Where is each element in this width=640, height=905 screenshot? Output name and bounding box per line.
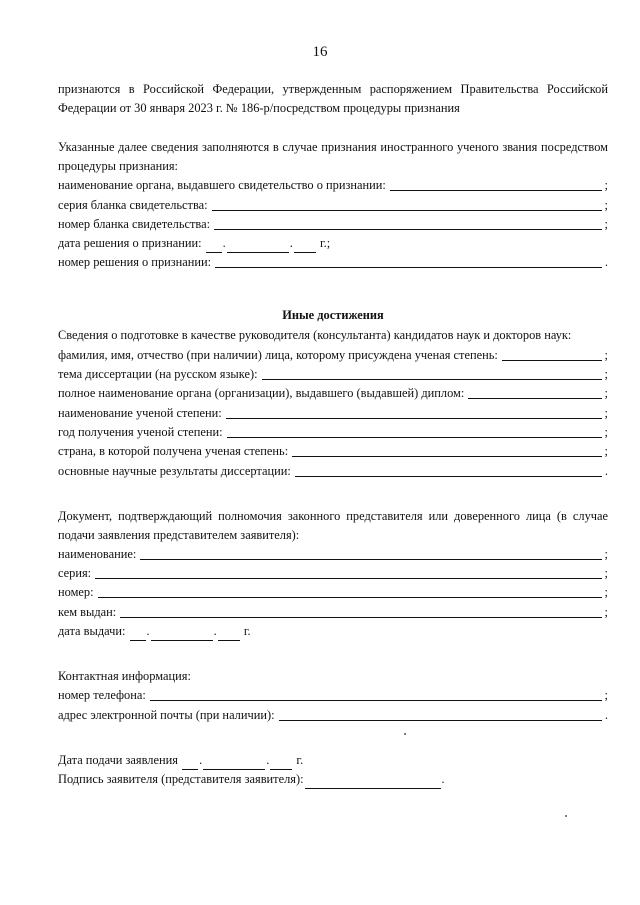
fill-line[interactable]	[212, 209, 602, 211]
field-end: .	[441, 771, 445, 786]
field-end: .	[604, 463, 608, 478]
fill-line[interactable]	[390, 189, 602, 191]
recognition-note: Указанные далее сведения заполняются в случае признания иностранного ученого звания посредством процедуры признания:	[58, 140, 608, 173]
achievements-heading: Иные достижения	[282, 308, 384, 323]
date-separator: .	[213, 624, 217, 639]
field-label: серия:	[58, 566, 92, 581]
recognition-section	[58, 138, 608, 272]
field-end: ;	[604, 688, 608, 703]
submission-date-field[interactable]	[58, 751, 608, 770]
field-end: ;	[604, 444, 608, 459]
page-number: 16	[312, 44, 328, 60]
supervisee-name-field[interactable]	[58, 345, 608, 364]
achievements-section	[58, 306, 608, 480]
field-label: номер:	[58, 585, 94, 600]
date-separator: .	[199, 752, 203, 767]
field-label: фамилия, имя, отчество (при наличии) лица, которому присуждена ученая степень:	[58, 347, 498, 362]
date-suffix: г.	[243, 624, 251, 639]
field-end: ;	[604, 197, 608, 212]
intro-paragraph: признаются в Российской Федерации, утвержденным распоряжением Правительства Российской Федерации от 30 января 2023 г. № 186-р/посредством процедуры признания	[58, 82, 608, 115]
fill-line[interactable]	[262, 378, 602, 380]
document-body	[58, 80, 608, 789]
field-label: номер решения о признании:	[58, 255, 212, 270]
contacts-section	[58, 667, 608, 725]
signature-field[interactable]	[58, 770, 608, 789]
recognition-date-field[interactable]	[58, 234, 608, 253]
date-suffix: г.	[296, 752, 304, 767]
field-end: ;	[604, 386, 608, 401]
field-label: наименование ученой степени:	[58, 405, 222, 420]
month-blank[interactable]	[151, 626, 213, 641]
scan-speck	[565, 815, 567, 817]
fill-line[interactable]	[226, 417, 602, 419]
achievements-intro: Сведения о подготовке в качестве руководителя (консультанта) кандидатов наук и докторов наук:	[58, 328, 572, 343]
fill-line[interactable]	[227, 436, 602, 438]
field-label: год получения ученой степени:	[58, 424, 223, 439]
date-separator: .	[289, 236, 293, 251]
field-end: ;	[604, 405, 608, 420]
certificate-series-field[interactable]	[58, 195, 608, 214]
rep-document-number-field[interactable]	[58, 583, 608, 602]
rep-document-series-field[interactable]	[58, 564, 608, 583]
fill-line[interactable]	[140, 558, 601, 560]
dissertation-results-field[interactable]	[58, 461, 608, 480]
field-label: основные научные результаты диссертации:	[58, 463, 291, 478]
certificate-number-field[interactable]	[58, 215, 608, 234]
field-label: дата решения о признании:	[58, 236, 202, 251]
field-label: полное наименование органа (организации), выдавшего (выдавшей) диплом:	[58, 386, 465, 401]
dissertation-topic-field[interactable]	[58, 365, 608, 384]
fill-line[interactable]	[295, 475, 602, 477]
recognition-decision-number-field[interactable]	[58, 253, 608, 272]
diploma-issuer-field[interactable]	[58, 384, 608, 403]
fill-line[interactable]	[279, 719, 602, 721]
degree-year-field[interactable]	[58, 423, 608, 442]
field-label: наименование органа, выдавшего свидетельство о признании:	[58, 178, 386, 193]
field-end: ;	[604, 347, 608, 362]
day-blank[interactable]	[182, 755, 198, 770]
date-separator: .	[146, 624, 150, 639]
field-label: кем выдан:	[58, 604, 117, 619]
field-label: Дата подачи заявления	[58, 752, 178, 767]
field-label: номер телефона:	[58, 688, 146, 703]
month-blank[interactable]	[227, 238, 289, 253]
year-blank[interactable]	[218, 626, 240, 641]
field-label: номер бланка свидетельства:	[58, 216, 211, 231]
field-label: адрес электронной почты (при наличии):	[58, 707, 275, 722]
phone-field[interactable]	[58, 686, 608, 705]
rep-document-name-field[interactable]	[58, 545, 608, 564]
fill-line[interactable]	[95, 577, 601, 579]
fill-line[interactable]	[120, 616, 601, 618]
field-end: ;	[604, 216, 608, 231]
field-label: тема диссертации (на русском языке):	[58, 367, 258, 382]
submission-section	[58, 751, 608, 789]
fill-line[interactable]	[292, 455, 601, 457]
scan-speck	[404, 733, 406, 735]
field-label: серия бланка свидетельства:	[58, 197, 208, 212]
field-label: дата выдачи:	[58, 624, 126, 639]
fill-line[interactable]	[502, 359, 602, 361]
year-blank[interactable]	[294, 238, 316, 253]
contacts-heading: Контактная информация:	[58, 669, 191, 684]
field-end: ;	[604, 546, 608, 561]
signature-blank[interactable]	[305, 774, 441, 789]
field-end: ;	[604, 585, 608, 600]
field-end: ;	[604, 178, 608, 193]
degree-name-field[interactable]	[58, 403, 608, 422]
field-end: ;	[604, 424, 608, 439]
fill-line[interactable]	[214, 228, 602, 230]
fill-line[interactable]	[98, 596, 602, 598]
day-blank[interactable]	[130, 626, 146, 641]
field-end: .	[604, 255, 608, 270]
year-blank[interactable]	[270, 755, 292, 770]
representative-section	[58, 507, 608, 641]
field-label: страна, в которой получена ученая степень:	[58, 444, 289, 459]
rep-issue-date-field[interactable]	[58, 622, 608, 641]
date-separator: .	[266, 752, 270, 767]
recognition-issuer-field[interactable]	[58, 176, 608, 195]
representative-paragraph: Документ, подтверждающий полномочия законного представителя или доверенного лица (в случае подачи заявления представителем заявителя):	[58, 508, 608, 542]
fill-line[interactable]	[215, 266, 602, 268]
field-label: Подпись заявителя (представителя заявителя):	[58, 771, 304, 786]
email-field[interactable]	[58, 705, 608, 724]
month-blank[interactable]	[203, 755, 265, 770]
field-end: ;	[604, 367, 608, 382]
day-blank[interactable]	[206, 238, 222, 253]
fill-line[interactable]	[150, 699, 602, 701]
field-end: ;	[604, 604, 608, 619]
date-separator: .	[222, 236, 226, 251]
field-end: .	[604, 707, 608, 722]
rep-document-issuer-field[interactable]	[58, 602, 608, 621]
degree-country-field[interactable]	[58, 442, 608, 461]
field-end: ;	[604, 566, 608, 581]
field-label: наименование:	[58, 546, 137, 561]
fill-line[interactable]	[468, 397, 601, 399]
date-suffix: г.;	[320, 236, 331, 251]
